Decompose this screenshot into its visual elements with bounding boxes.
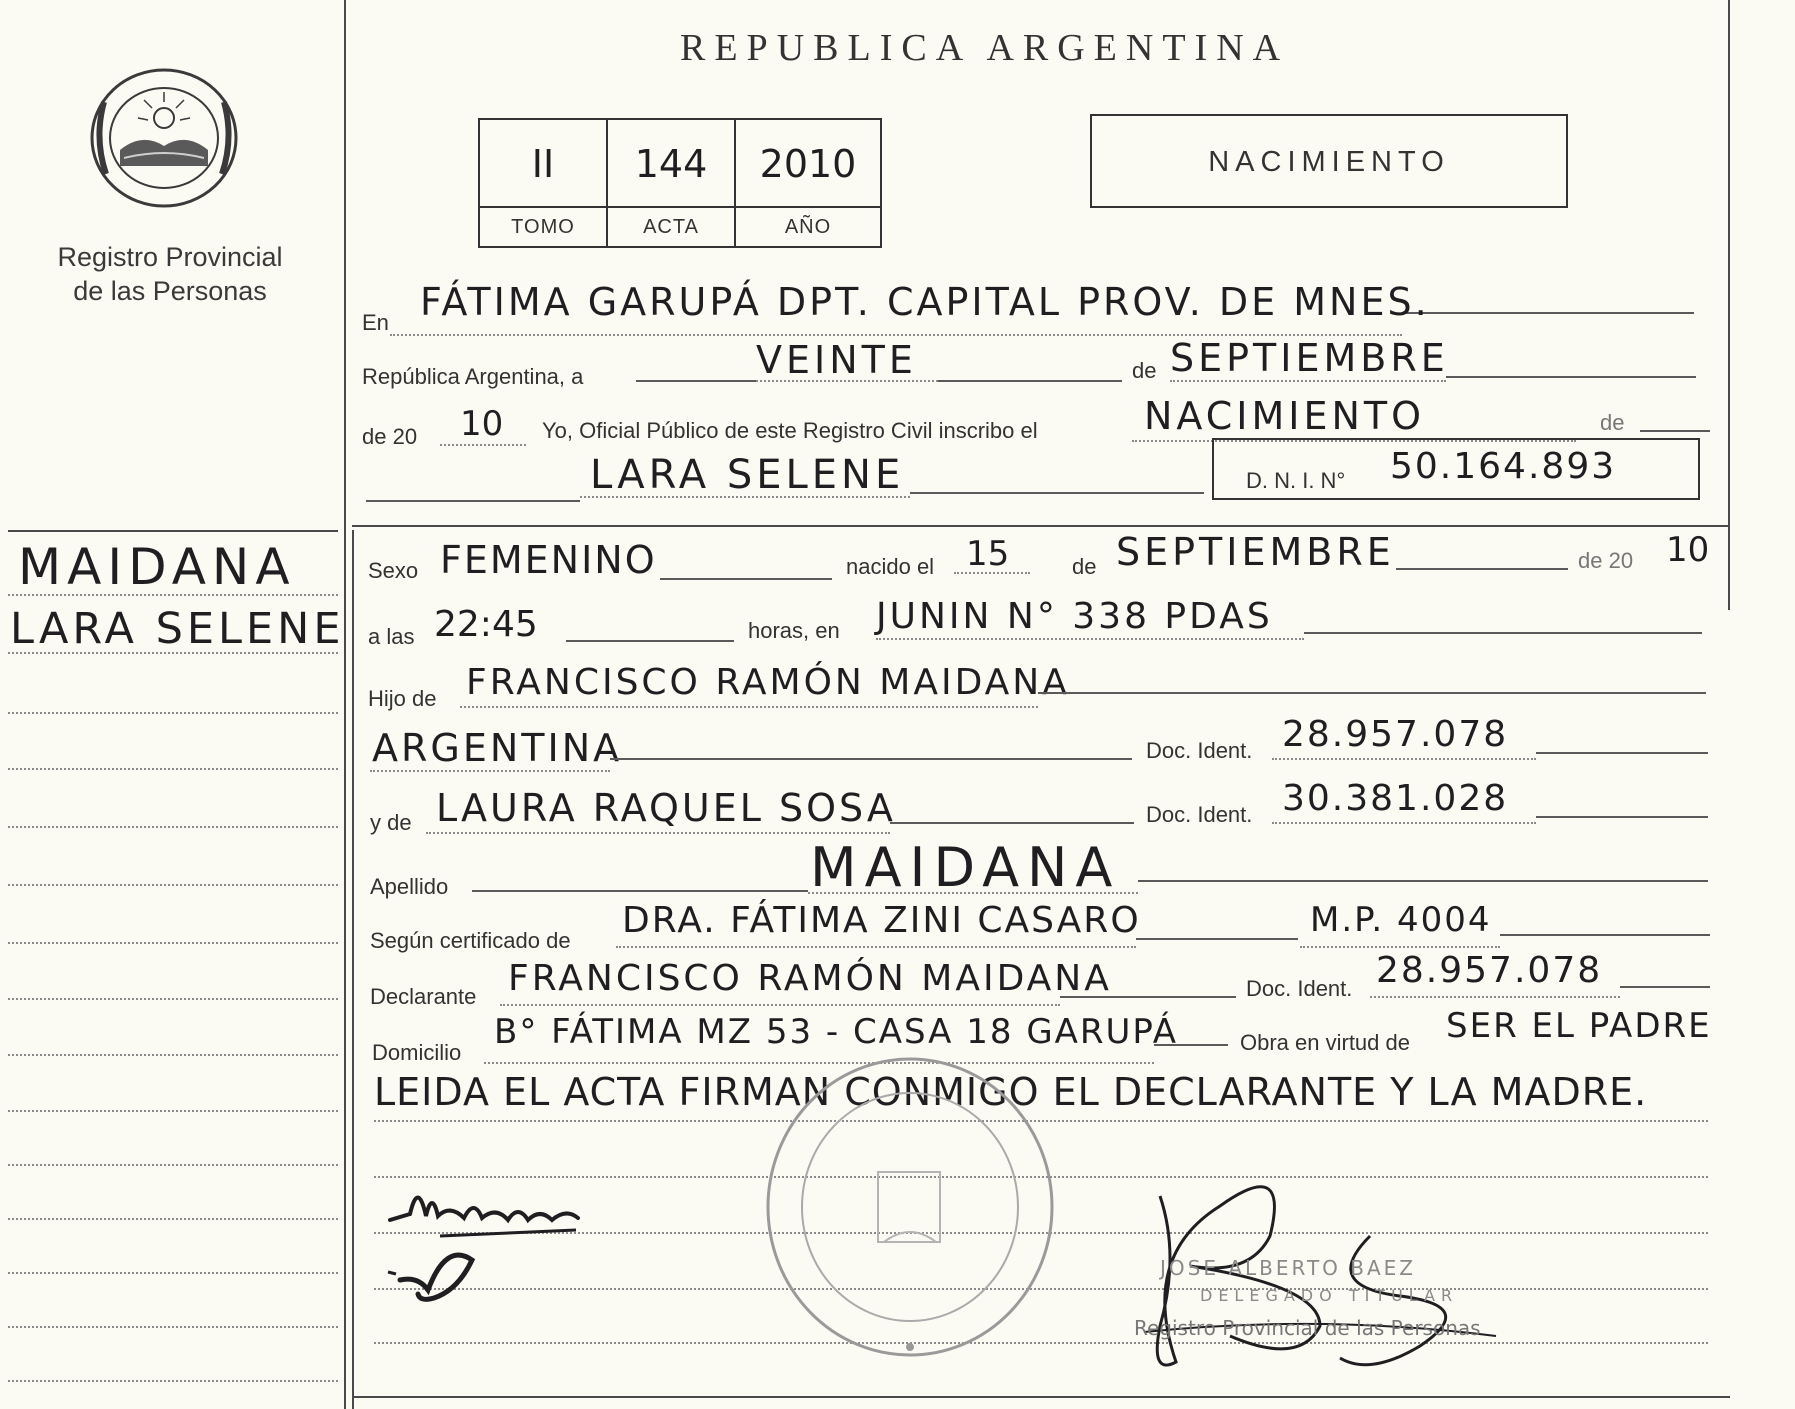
fill-line xyxy=(1136,938,1298,940)
fill-line xyxy=(616,946,1136,948)
official-stamp-title: DELEGADO TITULAR xyxy=(1200,1286,1459,1305)
hijo-label: Hijo de xyxy=(368,686,437,711)
margin-line xyxy=(8,1326,338,1328)
doc-label: Doc. Ident. xyxy=(1146,738,1253,763)
fill-line xyxy=(370,770,610,772)
declarante-label: Declarante xyxy=(370,984,477,1009)
fill-line xyxy=(500,1004,1060,1006)
margin-divider xyxy=(8,530,338,532)
margin-line xyxy=(8,884,338,886)
margin-line xyxy=(8,1164,338,1166)
fill-line xyxy=(460,706,1038,708)
fill-line xyxy=(440,444,526,446)
registry-name xyxy=(10,240,330,308)
margin-line xyxy=(8,942,338,944)
fill-line xyxy=(1500,934,1710,936)
record-type: NACIMIENTO xyxy=(1208,146,1450,178)
father-doc-value: 28.957.078 xyxy=(1282,714,1509,755)
fill-line xyxy=(636,380,756,382)
official-stamp-registry: Registro Provincial de las Personas xyxy=(1134,1316,1481,1340)
fill-line xyxy=(1396,568,1568,570)
a-las-label: a las xyxy=(368,624,415,649)
fill-line xyxy=(660,578,832,580)
dni-value: 50.164.893 xyxy=(1390,446,1617,487)
section-divider xyxy=(352,525,1730,527)
margin-line xyxy=(8,1110,338,1112)
father-name-value: FRANCISCO RAMÓN MAIDANA xyxy=(466,662,1070,703)
acta-label: ACTA xyxy=(608,208,736,246)
birth-month-value: SEPTIEMBRE xyxy=(1116,530,1395,574)
fill-line xyxy=(1138,880,1708,882)
margin-line xyxy=(8,652,338,654)
republica-label: República Argentina, a xyxy=(362,364,584,389)
margin-line xyxy=(8,1380,338,1382)
birth-place-value: JUNIN N° 338 PDAS xyxy=(876,596,1273,637)
tomo-value: II xyxy=(480,120,608,208)
mother-name-value: LAURA RAQUEL SOSA xyxy=(436,786,896,830)
inscription-value: NACIMIENTO xyxy=(1144,394,1426,438)
main-panel-left-border xyxy=(352,530,354,1409)
day-words-value: VEINTE xyxy=(756,338,917,382)
certificate-mp-value: M.P. 4004 xyxy=(1310,900,1492,940)
sexo-value: FEMENINO xyxy=(440,538,657,582)
fill-line xyxy=(1170,380,1446,382)
margin-line xyxy=(8,826,338,828)
registry-name-line1: Registro Provincial xyxy=(57,242,283,272)
registry-name-line2: de las Personas xyxy=(73,276,267,306)
mother-doc-value: 30.381.028 xyxy=(1282,778,1509,819)
fill-line xyxy=(566,640,734,642)
month-value: SEPTIEMBRE xyxy=(1170,336,1449,380)
fill-line xyxy=(1620,986,1710,988)
margin-line xyxy=(8,1272,338,1274)
round-registry-stamp xyxy=(760,1052,1060,1362)
fill-line xyxy=(938,380,1122,382)
declarant-value: FRANCISCO RAMÓN MAIDANA xyxy=(508,958,1112,999)
birth-time-value: 22:45 xyxy=(434,604,538,645)
fill-line xyxy=(890,822,1134,824)
fill-line xyxy=(426,832,890,834)
fill-line xyxy=(1304,632,1702,634)
margin-line xyxy=(8,712,338,714)
en-label: En xyxy=(362,310,389,335)
fill-line xyxy=(472,890,808,892)
margin-given-names: LARA SELENE xyxy=(10,604,345,654)
margin-line xyxy=(8,594,338,596)
fill-line xyxy=(1402,312,1694,314)
certificate-by-value: DRA. FÁTIMA ZINI CASARO xyxy=(622,900,1141,941)
official-stamp-name: JOSE ALBERTO BAEZ xyxy=(1160,1256,1417,1280)
segun-label: Según certificado de xyxy=(370,928,571,953)
acta-reference-box xyxy=(478,118,882,248)
obra-label: Obra en virtud de xyxy=(1240,1030,1410,1055)
bottom-border xyxy=(352,1396,1730,1398)
father-nationality-value: ARGENTINA xyxy=(372,726,623,770)
left-column-divider xyxy=(344,0,346,1409)
fill-line xyxy=(1300,946,1500,948)
fill-line xyxy=(1060,996,1236,998)
birth-year-suffix-value: 10 xyxy=(1666,530,1710,570)
acta-value: 144 xyxy=(608,120,736,208)
tomo-label: TOMO xyxy=(480,208,608,246)
sexo-label: Sexo xyxy=(368,558,419,583)
fill-line xyxy=(1154,1044,1228,1046)
obra-value: SER EL PADRE xyxy=(1446,1006,1712,1046)
right-border xyxy=(1728,0,1730,610)
y-de-label: y de xyxy=(370,810,412,835)
apellido-label: Apellido xyxy=(370,874,449,899)
margin-surname: MAIDANA xyxy=(18,538,296,596)
child-name-value: LARA SELENE xyxy=(590,452,905,498)
margin-line xyxy=(8,1218,338,1220)
place-value: FÁTIMA GARUPÁ DPT. CAPITAL PROV. DE MNES. xyxy=(420,280,1430,324)
fill-line xyxy=(1038,692,1706,694)
fill-line xyxy=(808,892,1138,894)
de-label-3: de xyxy=(1072,554,1097,579)
dni-label: D. N. I. N° xyxy=(1246,468,1346,493)
declarant-doc-value: 28.957.078 xyxy=(1376,950,1603,991)
fill-line xyxy=(1536,752,1708,754)
yo-label: Yo, Oficial Público de este Registro Civil inscribo el xyxy=(542,418,1038,443)
declarant-signature xyxy=(380,1180,610,1320)
domicilio-label: Domicilio xyxy=(372,1040,462,1065)
doc-label-3: Doc. Ident. xyxy=(1246,976,1353,1001)
margin-line xyxy=(8,998,338,1000)
apellido-value: MAIDANA xyxy=(810,836,1121,899)
fill-line xyxy=(1446,376,1696,378)
fill-line xyxy=(366,500,580,502)
closing-statement: LEIDA EL ACTA FIRMAN CONMIGO EL DECLARANTE Y LA MADRE. xyxy=(374,1070,1648,1114)
nacido-label: nacido el xyxy=(846,554,935,579)
anio-label: AÑO xyxy=(784,216,832,238)
margin-line xyxy=(8,768,338,770)
de-label-2: de xyxy=(1600,410,1625,435)
de20-label-2: de 20 xyxy=(1578,548,1634,573)
horas-label: horas, en xyxy=(748,618,840,643)
fill-line xyxy=(1536,816,1708,818)
year-suffix-value: 10 xyxy=(460,404,504,444)
fill-line xyxy=(1272,758,1536,760)
anio-value: 2010 xyxy=(736,120,880,208)
margin-line xyxy=(8,1054,338,1056)
doc-label-2: Doc. Ident. xyxy=(1146,802,1253,827)
fill-line xyxy=(1370,996,1620,998)
record-type-box xyxy=(1090,114,1568,208)
provincial-seal-icon xyxy=(84,62,244,212)
de-label: de xyxy=(1132,358,1157,383)
country-title: REPUBLICA ARGENTINA xyxy=(680,27,1290,69)
fill-line xyxy=(1640,430,1710,432)
fill-line xyxy=(876,638,1304,640)
birth-day-value: 15 xyxy=(966,534,1010,574)
fill-line xyxy=(1272,822,1536,824)
fill-line xyxy=(610,758,1132,760)
fill-line xyxy=(910,492,1204,494)
address-value: B° FÁTIMA MZ 53 - CASA 18 GARUPÁ xyxy=(494,1012,1179,1052)
de20-label: de 20 xyxy=(362,424,418,449)
